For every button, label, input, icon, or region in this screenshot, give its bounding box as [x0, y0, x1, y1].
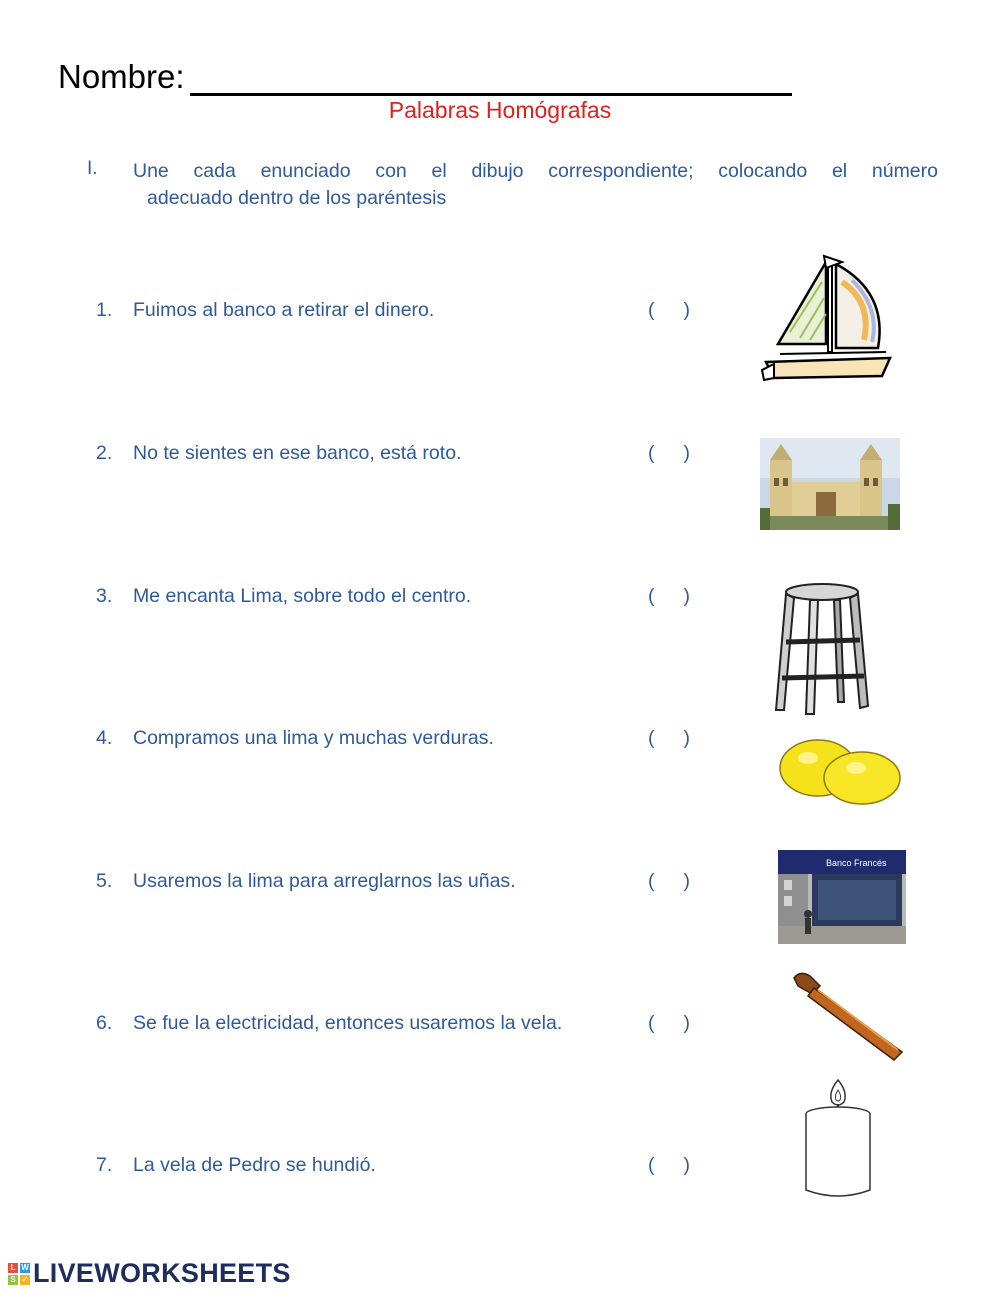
candle-picture [800, 1078, 876, 1202]
paren-close: ) [683, 1154, 690, 1176]
paren-open: ( [648, 442, 655, 464]
paren-close: ) [683, 870, 690, 892]
item-sentence: Me encanta Lima, sobre todo el centro. [133, 585, 472, 607]
instruction-line-2: adecuado dentro de los paréntesis [147, 187, 447, 209]
item-number: 7. [96, 1154, 113, 1176]
item-number: 3. [96, 585, 113, 607]
page-title: Palabras Homógrafas [388, 97, 612, 123]
paren-open: ( [648, 870, 655, 892]
answer-input-1[interactable] [660, 299, 680, 321]
item-number: 2. [96, 442, 113, 464]
paren-open: ( [648, 1154, 655, 1176]
item-sentence: Fuimos al banco a retirar el dinero. [133, 299, 435, 321]
item-number: 1. [96, 299, 113, 321]
logo-cell: ✓ [21, 1274, 29, 1284]
paren-close: ) [683, 585, 690, 607]
logo-grid-icon [8, 1263, 30, 1285]
paren-close: ) [683, 442, 690, 464]
answer-input-2[interactable] [660, 442, 680, 464]
item-number: 6. [96, 1012, 113, 1034]
footer-brand: LIVEWORKSHEETS [33, 1258, 291, 1288]
item-sentence: La vela de Pedro se hundió. [133, 1154, 376, 1176]
paren-close: ) [683, 1012, 690, 1034]
logo-cell: L [8, 1263, 18, 1273]
instruction-line-1: Une cada enunciado con el dibujo correspondiente; colocando el número [133, 160, 938, 182]
name-field-line[interactable] [190, 93, 792, 96]
bank-sign-text: Banco Francés [826, 858, 887, 868]
answer-input-4[interactable] [660, 727, 680, 749]
item-sentence: Compramos una lima y muchas verduras. [133, 727, 494, 749]
nail-file-picture [790, 968, 908, 1062]
cathedral-photo [760, 438, 900, 530]
liveworksheets-logo [8, 1258, 291, 1289]
answer-input-5[interactable] [660, 870, 680, 892]
item-sentence: No te sientes en ese banco, está roto. [133, 442, 462, 464]
item-sentence: Usaremos la lima para arreglarnos las uñas. [133, 870, 516, 892]
stool-picture [772, 582, 872, 718]
paren-open: ( [648, 299, 655, 321]
logo-cell: S [8, 1275, 18, 1285]
lemons-picture [778, 736, 904, 806]
sailboat-picture [760, 252, 900, 384]
answer-input-7[interactable] [660, 1154, 680, 1176]
instruction-number: I. [87, 158, 98, 179]
name-label: Nombre: [58, 58, 185, 95]
paren-close: ) [683, 727, 690, 749]
paren-open: ( [648, 727, 655, 749]
answer-input-3[interactable] [660, 585, 680, 607]
paren-open: ( [648, 1012, 655, 1034]
answer-input-6[interactable] [660, 1012, 680, 1034]
logo-cell: W [21, 1262, 29, 1272]
item-number: 5. [96, 870, 113, 892]
paren-open: ( [648, 585, 655, 607]
item-sentence: Se fue la electricidad, entonces usaremos la vela. [133, 1012, 563, 1034]
paren-close: ) [683, 299, 690, 321]
item-number: 4. [96, 727, 113, 749]
bank-photo [778, 850, 906, 944]
